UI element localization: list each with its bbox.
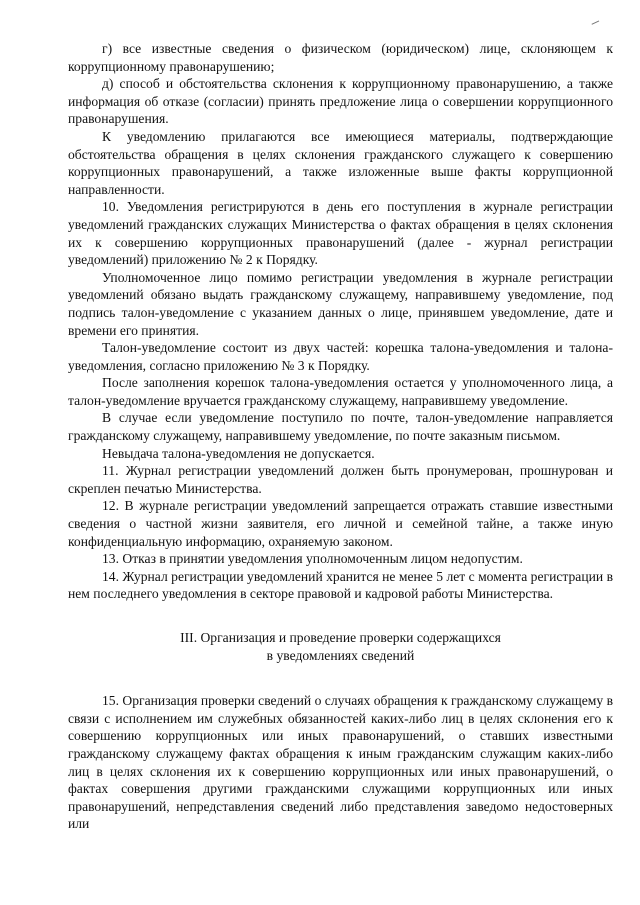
section-heading-line-1: III. Организация и проведение проверки содержащихся	[180, 630, 501, 645]
paragraph-10: 10. Уведомления регистрируются в день его поступления в журнале регистрации уведомлений гражданских служащих Министерства о фактах обращения в целях склонения их к совершению коррупционных правонарушений (далее - журнал регистрации уведомлений) приложению № 2 к Порядку.	[68, 199, 613, 268]
paragraph-11: 11. Журнал регистрации уведомлений должен быть пронумерован, прошнурован и скреплен печатью Министерства.	[68, 463, 613, 496]
paragraph-coupon-parts: Талон-уведомление состоит из двух частей: корешка талона-уведомления и талона-уведомления, согласно приложению № 3 к Порядку.	[68, 340, 613, 373]
section-heading	[68, 629, 613, 664]
paragraph-15: 15. Организация проверки сведений о случаях обращения к гражданскому служащему в связи с исполнением им служебных обязанностей каких-либо лиц в целях склонения его к совершению коррупционных или иных правонарушений, о ставших известными гражданскому служащему фактах обращения к иным гражданским служащим каких-либо лиц в целях склонения их к совершению коррупционных или иных правонарушений, о фактах совершения другими гражданскими служащими коррупционных или иных правонарушений, непредставления сведений либо представления заведомо недостоверных или	[68, 693, 613, 832]
paragraph-authorized-person: Уполномоченное лицо помимо регистрации уведомления в журнале регистрации уведомлений обязано выдать гражданскому служащему, направившему уведомление, под подпись талон-уведомление с указанием данных о лице, принявшем уведомление, дате и времени его принятия.	[68, 269, 613, 338]
paragraph-attachments: К уведомлению прилагаются все имеющиеся материалы, подтверждающие обстоятельства обращения в целях склонения гражданского служащего к совершению коррупционных правонарушений, а также изложенные выше факты коррупционной направленности.	[68, 128, 613, 197]
paragraph-item-d: д) способ и обстоятельства склонения к коррупционному правонарушению, а также информация об отказе (согласии) принять предложение лица о совершении коррупционного правонарушения.	[68, 76, 613, 127]
section-heading-line-2: в уведомлениях сведений	[266, 647, 415, 663]
paragraph-13: 13. Отказ в принятии уведомления уполномоченным лицом недопустим.	[102, 551, 523, 567]
paragraph-12: 12. В журнале регистрации уведомлений запрещается отражать ставшие известными сведения о частной жизни заявителя, его личной и семейной тайне, а также иную конфиденциальную информацию, охраняемую законом.	[68, 498, 613, 549]
scan-mark	[592, 20, 601, 27]
paragraph-item-g: г) все известные сведения о физическом (юридическом) лице, склоняющем к коррупционному правонарушению;	[68, 41, 613, 74]
document-page	[68, 40, 613, 833]
paragraph-14: 14. Журнал регистрации уведомлений хранится не менее 5 лет с момента регистрации в нем последнего уведомления в секторе правовой и кадровой работы Министерства.	[68, 568, 613, 602]
paragraph-after-filling: После заполнения корешок талона-уведомления остается у уполномоченного лица, а талон-уведомление вручается гражданскому служащему, направившему уведомление.	[68, 375, 613, 408]
paragraph-by-mail: В случае если уведомление поступило по почте, талон-уведомление направляется гражданскому служащему, направившему уведомление, по почте заказным письмом.	[68, 410, 613, 444]
paragraph-no-refusal: Невыдача талона-уведомления не допускается.	[102, 445, 375, 461]
